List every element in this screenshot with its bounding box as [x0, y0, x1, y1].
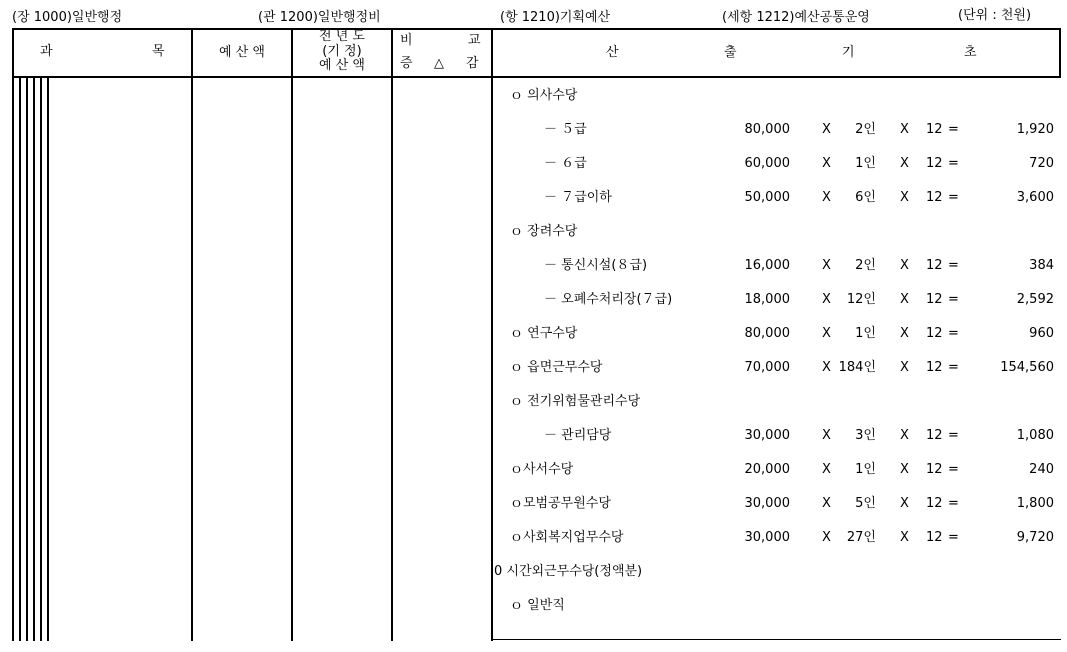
- row-unit-price: 70,000: [744, 360, 790, 375]
- hang-label: (항 1210)기획예산: [500, 10, 611, 25]
- row-count: 184인: [838, 360, 876, 375]
- row-amount: 2,592: [1016, 292, 1054, 307]
- header-mok: 목: [152, 44, 165, 59]
- row-count: 27인: [846, 530, 876, 545]
- row-multiply-sign: X: [900, 496, 909, 511]
- row-label: － 통신시설(８급): [544, 258, 648, 273]
- row-equals: =: [948, 530, 959, 545]
- row-multiply-sign: X: [822, 326, 831, 341]
- row-label: － 오폐수처리장(７급): [544, 292, 673, 307]
- header-compare-bi: 비: [400, 33, 413, 48]
- row-amount: 3,600: [1016, 190, 1054, 205]
- row-multiply-sign: X: [900, 122, 909, 137]
- row-unit-price: 80,000: [744, 122, 790, 137]
- gwan-label: (관 1200)일반행정비: [258, 10, 381, 25]
- row-unit-price: 60,000: [744, 156, 790, 171]
- row-months: 12: [926, 360, 943, 375]
- row-equals: =: [948, 258, 959, 273]
- row-multiply-sign: X: [900, 156, 909, 171]
- row-multiply-sign: X: [822, 292, 831, 307]
- row-months: 12: [926, 292, 943, 307]
- row-label: － ７급이하: [544, 190, 612, 205]
- row-label: 0 시간외근무수당(정액분): [494, 564, 643, 579]
- row-months: 12: [926, 190, 943, 205]
- unit-label: (단위 : 천원): [958, 8, 1032, 23]
- row-multiply-sign: X: [900, 428, 909, 443]
- header-budget: 예 산 액: [219, 45, 265, 60]
- header-calc-3: 기: [842, 45, 855, 60]
- row-equals: =: [948, 462, 959, 477]
- row-equals: =: [948, 122, 959, 137]
- row-multiply-sign: X: [900, 530, 909, 545]
- row-label: ｏ 읍면근무수당: [510, 360, 603, 375]
- row-multiply-sign: X: [900, 462, 909, 477]
- row-equals: =: [948, 428, 959, 443]
- row-multiply-sign: X: [900, 326, 909, 341]
- row-months: 12: [926, 496, 943, 511]
- row-multiply-sign: X: [822, 258, 831, 273]
- header-calc-2: 출: [724, 45, 737, 60]
- header-compare-gyo: 교: [468, 33, 481, 48]
- row-equals: =: [948, 156, 959, 171]
- row-label: － ６급: [544, 156, 587, 171]
- jang-label: (장 1000)일반행정: [12, 10, 123, 25]
- row-label: ｏ모범공무원수당: [510, 496, 611, 511]
- row-equals: =: [948, 360, 959, 375]
- row-equals: =: [948, 190, 959, 205]
- row-label: ｏ 연구수당: [510, 326, 578, 341]
- row-amount: 1,920: [1016, 122, 1054, 137]
- row-unit-price: 16,000: [744, 258, 790, 273]
- row-multiply-sign: X: [822, 428, 831, 443]
- row-amount: 9,720: [1016, 530, 1054, 545]
- header-calc-1: 산: [606, 45, 619, 60]
- row-multiply-sign: X: [822, 122, 831, 137]
- row-multiply-sign: X: [900, 360, 909, 375]
- row-unit-price: 30,000: [744, 496, 790, 511]
- row-months: 12: [926, 462, 943, 477]
- row-unit-price: 20,000: [744, 462, 790, 477]
- row-amount: 960: [1029, 326, 1054, 341]
- row-amount: 240: [1029, 462, 1054, 477]
- header-compare-jeung: 증: [400, 56, 413, 71]
- row-label: ｏ 의사수당: [510, 88, 578, 103]
- header-calc-4: 초: [964, 45, 977, 60]
- row-label: ｏ사회복지업무수당: [510, 530, 624, 545]
- row-months: 12: [926, 428, 943, 443]
- row-equals: =: [948, 496, 959, 511]
- header-prev-line1: 전 년 도: [319, 29, 365, 44]
- row-label: － 관리담당: [544, 428, 612, 443]
- row-label: ｏ 장려수당: [510, 224, 578, 239]
- row-count: 1인: [855, 326, 876, 341]
- row-unit-price: 80,000: [744, 326, 790, 341]
- header-prev-line3: 예 산 액: [319, 58, 365, 73]
- row-multiply-sign: X: [900, 292, 909, 307]
- row-amount: 384: [1029, 258, 1054, 273]
- row-amount: 1,080: [1016, 428, 1054, 443]
- row-unit-price: 18,000: [744, 292, 790, 307]
- row-count: 5인: [855, 496, 876, 511]
- row-multiply-sign: X: [900, 190, 909, 205]
- header-compare-triangle: △: [434, 56, 444, 71]
- row-multiply-sign: X: [822, 156, 831, 171]
- row-amount: 1,800: [1016, 496, 1054, 511]
- row-months: 12: [926, 156, 943, 171]
- row-amount: 720: [1029, 156, 1054, 171]
- row-count: 3인: [855, 428, 876, 443]
- row-multiply-sign: X: [822, 462, 831, 477]
- row-multiply-sign: X: [822, 190, 831, 205]
- row-equals: =: [948, 326, 959, 341]
- row-multiply-sign: X: [900, 258, 909, 273]
- header-compare-gam: 감: [466, 56, 479, 71]
- row-label: ｏ사서수당: [510, 462, 574, 477]
- row-count: 1인: [855, 156, 876, 171]
- row-multiply-sign: X: [822, 496, 831, 511]
- row-label: ｏ 전기위험물관리수당: [510, 394, 641, 409]
- row-multiply-sign: X: [822, 530, 831, 545]
- header-gwa: 과: [40, 44, 53, 59]
- row-unit-price: 30,000: [744, 530, 790, 545]
- row-multiply-sign: X: [822, 360, 831, 375]
- row-label: － ５급: [544, 122, 587, 137]
- row-count: 1인: [855, 462, 876, 477]
- row-count: 6인: [855, 190, 876, 205]
- row-count: 2인: [855, 258, 876, 273]
- row-months: 12: [926, 530, 943, 545]
- row-months: 12: [926, 122, 943, 137]
- row-unit-price: 50,000: [744, 190, 790, 205]
- row-equals: =: [948, 292, 959, 307]
- row-months: 12: [926, 326, 943, 341]
- row-count: 2인: [855, 122, 876, 137]
- row-label: ｏ 일반직: [510, 598, 565, 613]
- row-months: 12: [926, 258, 943, 273]
- row-amount: 154,560: [1000, 360, 1054, 375]
- row-count: 12인: [846, 292, 876, 307]
- sehang-label: (세항 1212)예산공통운영: [722, 10, 870, 25]
- header-prev-line2: (기 정): [322, 44, 362, 59]
- row-unit-price: 30,000: [744, 428, 790, 443]
